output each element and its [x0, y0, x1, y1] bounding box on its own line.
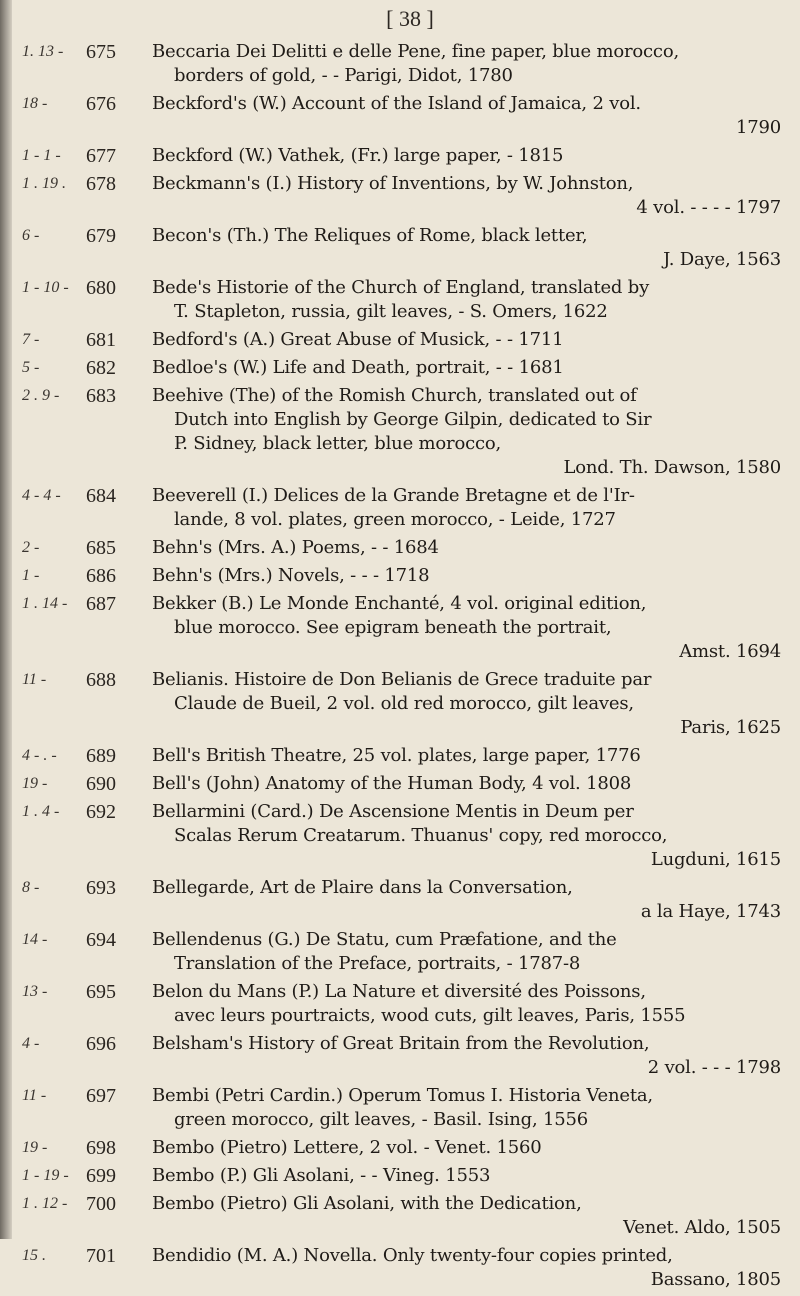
lot-number: 681: [86, 329, 116, 351]
description-line: Beeverell (I.) Delices de la Grande Bretagne et de l'Ir-: [152, 485, 635, 506]
description-line: green morocco, gilt leaves, - Basil. Ising, 1556: [174, 1109, 588, 1130]
lot-description: [152, 1084, 787, 1132]
handwritten-price: 6 -: [22, 227, 40, 244]
lot-number: 692: [86, 801, 116, 823]
catalogue-entry: [0, 1164, 800, 1188]
description-line: 2 vol. - - - 1798: [647, 1057, 781, 1078]
description-line: Beckford (W.) Vathek, (Fr.) large paper, - 1815: [152, 145, 564, 166]
lot-number: 686: [86, 565, 116, 587]
lot-number: 700: [86, 1193, 116, 1215]
lot-description: [152, 536, 787, 560]
description-line: Bedloe's (W.) Life and Death, portrait, - - 1681: [152, 357, 564, 378]
handwritten-price: 1 . 19 .: [22, 175, 66, 192]
description-line: Bellegarde, Art de Plaire dans la Conversation,: [152, 877, 573, 898]
lot-number: 699: [86, 1165, 116, 1187]
handwritten-price: 11 -: [22, 671, 47, 688]
catalogue-entry: [0, 800, 800, 872]
catalogue-entries: [0, 40, 800, 1296]
catalogue-entry: [0, 328, 800, 352]
catalogue-entry: [0, 484, 800, 532]
handwritten-price: 2 . 9 -: [22, 387, 60, 404]
lot-number: 675: [86, 41, 116, 63]
description-line: T. Stapleton, russia, gilt leaves, - S. Omers, 1622: [174, 301, 608, 322]
handwritten-price: 15 .: [22, 1247, 46, 1264]
lot-description: [152, 276, 787, 324]
lot-description: [152, 328, 787, 352]
handwritten-price: 19 -: [22, 775, 48, 792]
lot-number: 693: [86, 877, 116, 899]
description-line: Bekker (B.) Le Monde Enchanté, 4 vol. original edition,: [152, 593, 647, 614]
lot-description: [152, 1164, 787, 1188]
description-line: 1790: [735, 117, 781, 138]
description-line: Beckford's (W.) Account of the Island of Jamaica, 2 vol.: [152, 93, 641, 114]
lot-description: [152, 1136, 787, 1160]
catalogue-entry: [0, 356, 800, 380]
lot-number: 680: [86, 277, 116, 299]
handwritten-price: 1 . 14 -: [22, 595, 68, 612]
description-line: Behn's (Mrs.) Novels, - - - 1718: [152, 565, 430, 586]
description-line: Bell's British Theatre, 25 vol. plates, large paper, 1776: [152, 745, 641, 766]
catalogue-entry: [0, 40, 800, 88]
lot-description: [152, 980, 787, 1028]
handwritten-price: 5 -: [22, 359, 40, 376]
catalogue-entry: [0, 1136, 800, 1160]
catalogue-entry: [0, 224, 800, 272]
handwritten-price: 1 -: [22, 567, 40, 584]
lot-number: 676: [86, 93, 116, 115]
handwritten-price: 1 . 12 -: [22, 1195, 68, 1212]
handwritten-price: 18 -: [22, 95, 48, 112]
description-line: Lond. Th. Dawson, 1580: [563, 457, 781, 478]
handwritten-price: 2 -: [22, 539, 40, 556]
lot-number: 685: [86, 537, 116, 559]
catalogue-entry: [0, 1032, 800, 1080]
catalogue-entry: [0, 668, 800, 740]
description-line: Bembo (P.) Gli Asolani, - - Vineg. 1553: [152, 1165, 491, 1186]
lot-description: [152, 356, 787, 380]
catalogue-entry: [0, 592, 800, 664]
lot-description: [152, 92, 787, 140]
description-line: Translation of the Preface, portraits, - 1787-8: [174, 953, 581, 974]
handwritten-price: 4 - 4 -: [22, 487, 61, 504]
lot-number: 679: [86, 225, 116, 247]
description-line: Beccaria Dei Delitti e delle Pene, fine paper, blue morocco,: [152, 41, 679, 62]
description-line: Belianis. Histoire de Don Belianis de Grece traduite par: [152, 669, 652, 690]
description-line: Bembo (Pietro) Lettere, 2 vol. - Venet. 1560: [152, 1137, 542, 1158]
catalogue-entry: [0, 1192, 800, 1240]
description-line: Dutch into English by George Gilpin, dedicated to Sir: [174, 409, 652, 430]
catalogue-entry: [0, 536, 800, 560]
catalogue-entry: [0, 92, 800, 140]
lot-number: 678: [86, 173, 116, 195]
catalogue-entry: [0, 172, 800, 220]
lot-description: [152, 772, 787, 796]
handwritten-price: 1 . 4 -: [22, 803, 60, 820]
description-line: Venet. Aldo, 1505: [623, 1217, 781, 1238]
lot-number: 687: [86, 593, 116, 615]
description-line: Behn's (Mrs. A.) Poems, - - 1684: [152, 537, 439, 558]
handwritten-price: 4 - . -: [22, 747, 57, 764]
description-line: J. Daye, 1563: [663, 249, 781, 270]
catalogue-entry: [0, 1244, 800, 1292]
description-line: Belsham's History of Great Britain from the Revolution,: [152, 1033, 650, 1054]
lot-number: 688: [86, 669, 116, 691]
lot-number: 701: [86, 1245, 116, 1267]
lot-description: [152, 1192, 787, 1240]
lot-description: [152, 40, 787, 88]
description-line: Beehive (The) of the Romish Church, translated out of: [152, 385, 637, 406]
description-line: Bellendenus (G.) De Statu, cum Præfatione, and the: [152, 929, 617, 950]
lot-description: [152, 668, 787, 740]
description-line: blue morocco. See epigram beneath the portrait,: [174, 617, 612, 638]
description-line: avec leurs pourtraicts, wood cuts, gilt leaves, Paris, 1555: [174, 1005, 686, 1026]
catalogue-entry: [0, 1084, 800, 1132]
lot-description: [152, 1032, 787, 1080]
lot-description: [152, 384, 787, 480]
lot-number: 684: [86, 485, 116, 507]
lot-description: [152, 592, 787, 664]
description-line: Bassano, 1805: [650, 1269, 781, 1290]
lot-number: 695: [86, 981, 116, 1003]
lot-number: 677: [86, 145, 116, 167]
lot-number: 682: [86, 357, 116, 379]
lot-description: [152, 800, 787, 872]
description-line: Bembi (Petri Cardin.) Operum Tomus I. Historia Veneta,: [152, 1085, 653, 1106]
lot-number: 694: [86, 929, 116, 951]
lot-description: [152, 484, 787, 532]
catalogue-entry: [0, 384, 800, 480]
handwritten-price: 8 -: [22, 879, 40, 896]
lot-description: [152, 928, 787, 976]
lot-description: [152, 1244, 787, 1292]
description-line: Lugduni, 1615: [650, 849, 781, 870]
lot-number: 696: [86, 1033, 116, 1055]
description-line: borders of gold, - - Parigi, Didot, 1780: [174, 65, 513, 86]
lot-description: [152, 172, 787, 220]
catalogue-entry: [0, 980, 800, 1028]
lot-number: 697: [86, 1085, 116, 1107]
description-line: Amst. 1694: [679, 641, 781, 662]
description-line: Bendidio (M. A.) Novella. Only twenty-four copies printed,: [152, 1245, 673, 1266]
catalogue-entry: [0, 928, 800, 976]
handwritten-price: 11 -: [22, 1087, 47, 1104]
description-line: Bell's (John) Anatomy of the Human Body, 4 vol. 1808: [152, 773, 632, 794]
handwritten-price: 7 -: [22, 331, 40, 348]
handwritten-price: 1. 13 -: [22, 43, 64, 60]
lot-description: [152, 564, 787, 588]
handwritten-price: 13 -: [22, 983, 48, 1000]
description-line: Claude de Bueil, 2 vol. old red morocco, gilt leaves,: [174, 693, 634, 714]
description-line: Bede's Historie of the Church of England, translated by: [152, 277, 650, 298]
handwritten-price: 1 - 10 -: [22, 279, 69, 296]
catalogue-entry: [0, 744, 800, 768]
lot-number: 683: [86, 385, 116, 407]
catalogue-entry: [0, 772, 800, 796]
catalogue-entry: [0, 276, 800, 324]
lot-number: 690: [86, 773, 116, 795]
lot-description: [152, 876, 787, 924]
lot-description: [152, 744, 787, 768]
lot-number: 698: [86, 1137, 116, 1159]
description-line: Paris, 1625: [680, 717, 781, 738]
description-line: Scalas Rerum Creatarum. Thuanus' copy, red morocco,: [174, 825, 668, 846]
handwritten-price: 1 - 19 -: [22, 1167, 69, 1184]
handwritten-price: 19 -: [22, 1139, 48, 1156]
description-line: Bedford's (A.) Great Abuse of Musick, - - 1711: [152, 329, 564, 350]
description-line: Belon du Mans (P.) La Nature et diversité des Poissons,: [152, 981, 646, 1002]
lot-description: [152, 224, 787, 272]
description-line: Bembo (Pietro) Gli Asolani, with the Dedication,: [152, 1193, 582, 1214]
lot-description: [152, 144, 787, 168]
description-line: Beckmann's (I.) History of Inventions, by W. Johnston,: [152, 173, 634, 194]
lot-number: 689: [86, 745, 116, 767]
handwritten-price: 4 -: [22, 1035, 40, 1052]
handwritten-price: 14 -: [22, 931, 48, 948]
description-line: a la Haye, 1743: [640, 901, 781, 922]
catalogue-entry: [0, 564, 800, 588]
handwritten-price: 1 - 1 -: [22, 147, 61, 164]
description-line: Bellarmini (Card.) De Ascensione Mentis in Deum per: [152, 801, 634, 822]
catalogue-entry: [0, 144, 800, 168]
description-line: 4 vol. - - - - 1797: [636, 197, 781, 218]
description-line: P. Sidney, black letter, blue morocco,: [174, 433, 502, 454]
catalogue-entry: [0, 876, 800, 924]
description-line: Becon's (Th.) The Reliques of Rome, black letter,: [152, 225, 588, 246]
page-number: [ 38 ]: [386, 6, 434, 31]
description-line: lande, 8 vol. plates, green morocco, - Leide, 1727: [174, 509, 616, 530]
